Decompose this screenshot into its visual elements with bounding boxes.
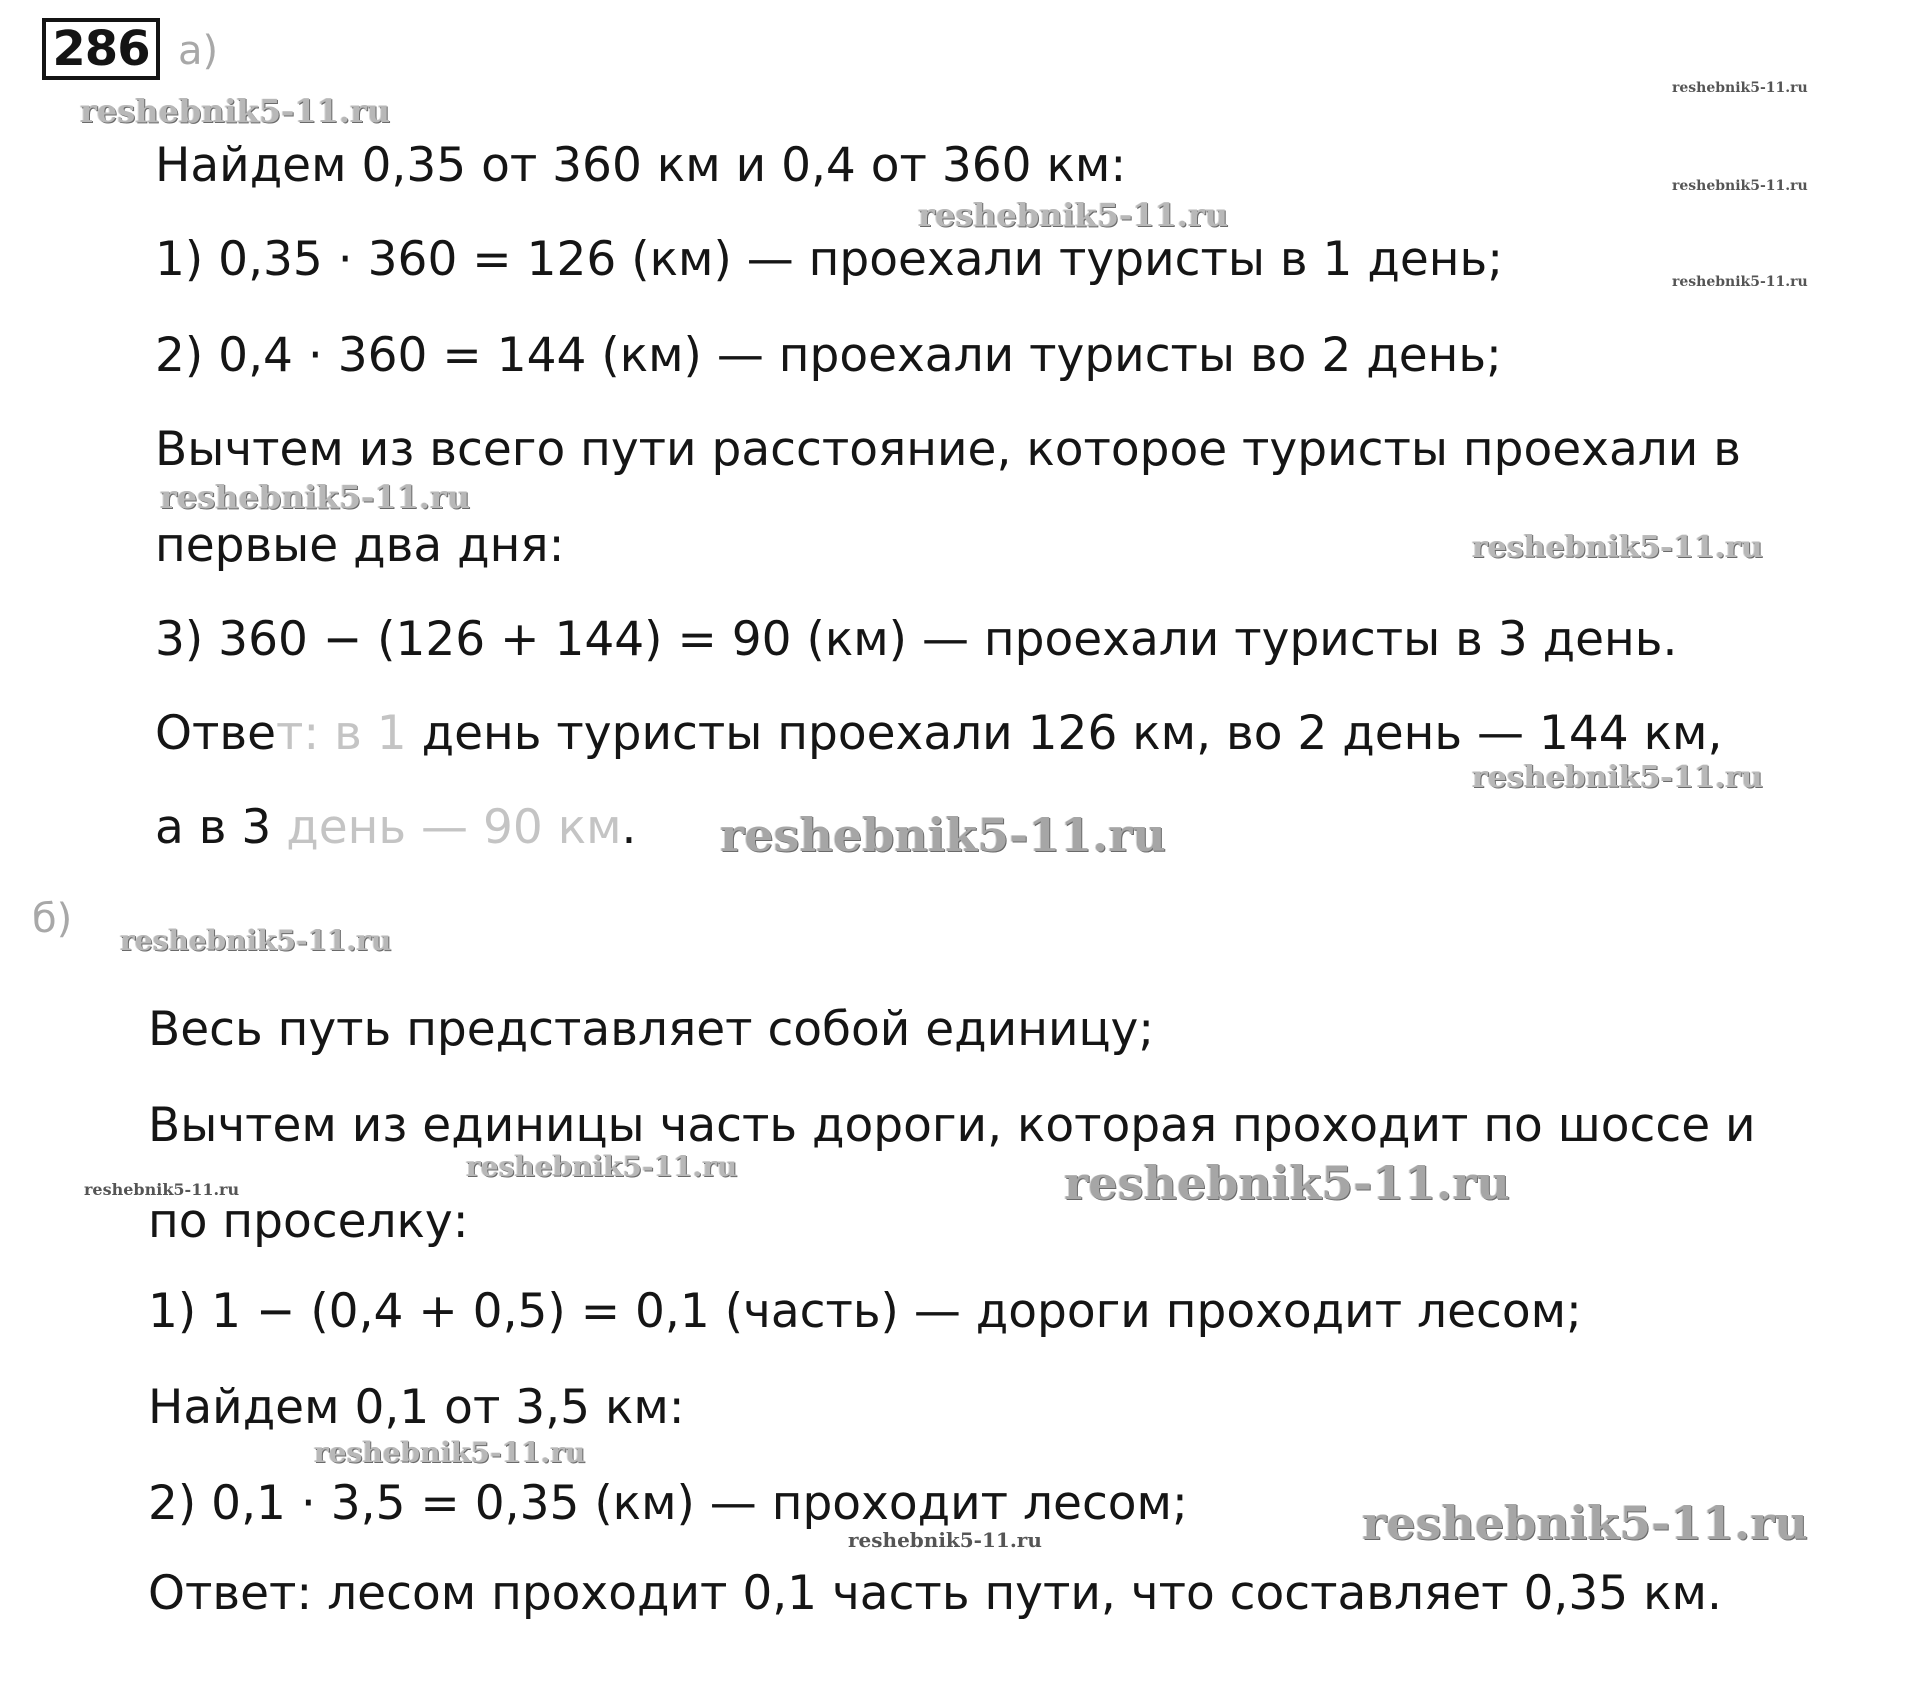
part-a-answer-line-2 bbox=[155, 800, 637, 856]
watermark: reshebnik5-11.ru bbox=[1064, 1156, 1510, 1210]
watermark: reshebnik5-11.ru bbox=[1362, 1496, 1808, 1550]
watermark: reshebnik5-11.ru bbox=[160, 478, 471, 516]
watermark: reshebnik5-11.ru bbox=[84, 1180, 240, 1199]
watermark: reshebnik5-11.ru bbox=[918, 196, 1229, 234]
part-a-line-1: Найдем 0,35 от 360 км и 0,4 от 360 км: bbox=[155, 138, 1127, 193]
answer-a2-faded: день — 90 км bbox=[286, 800, 622, 855]
problem-number-box: 286 bbox=[42, 18, 160, 80]
answer-a-faded: т: в 1 bbox=[276, 706, 407, 761]
part-b-line-5: Найдем 0,1 от 3,5 км: bbox=[148, 1380, 685, 1435]
part-a-line-5: первые два дня: bbox=[155, 518, 565, 573]
watermark: reshebnik5-11.ru bbox=[1472, 760, 1763, 795]
part-a-answer-line-1 bbox=[155, 706, 1722, 762]
part-a-line-4: Вычтем из всего пути расстояние, которое туристы проехали в bbox=[155, 422, 1741, 477]
answer-a2-end: . bbox=[621, 800, 637, 855]
answer-a-start: Отве bbox=[155, 706, 276, 761]
watermark: reshebnik5-11.ru bbox=[120, 924, 392, 957]
watermark: reshebnik5-11.ru bbox=[720, 808, 1166, 862]
watermark: reshebnik5-11.ru bbox=[80, 92, 391, 130]
part-a-line-6: 3) 360 − (126 + 144) = 90 (км) — проехали туристы в 3 день. bbox=[155, 612, 1678, 667]
answer-a-end: день туристы проехали 126 км, во 2 день — 144 км, bbox=[406, 706, 1723, 761]
watermark: reshebnik5-11.ru bbox=[848, 1528, 1042, 1552]
watermark: reshebnik5-11.ru bbox=[1472, 530, 1763, 565]
part-a-line-3: 2) 0,4 · 360 = 144 (км) — проехали туристы во 2 день; bbox=[155, 328, 1502, 383]
part-b-line-7: Ответ: лесом проходит 0,1 часть пути, что составляет 0,35 км. bbox=[148, 1566, 1722, 1621]
answer-a2-start: а в 3 bbox=[155, 800, 287, 855]
part-a-label: а) bbox=[178, 28, 219, 74]
part-b-line-6: 2) 0,1 · 3,5 = 0,35 (км) — проходит лесом; bbox=[148, 1476, 1188, 1531]
part-a-line-2: 1) 0,35 · 360 = 126 (км) — проехали туристы в 1 день; bbox=[155, 232, 1504, 287]
part-b-line-1: Весь путь представляет собой единицу; bbox=[148, 1002, 1155, 1057]
part-b-label: б) bbox=[32, 896, 73, 942]
watermark: reshebnik5-11.ru bbox=[1672, 80, 1808, 96]
watermark: reshebnik5-11.ru bbox=[1672, 274, 1808, 290]
part-b-line-2: Вычтем из единицы часть дороги, которая проходит по шоссе и bbox=[148, 1098, 1756, 1153]
part-b-line-4: 1) 1 − (0,4 + 0,5) = 0,1 (часть) — дороги проходит лесом; bbox=[148, 1284, 1582, 1339]
watermark: reshebnik5-11.ru bbox=[466, 1150, 738, 1183]
watermark: reshebnik5-11.ru bbox=[1672, 178, 1808, 194]
watermark: reshebnik5-11.ru bbox=[314, 1436, 586, 1469]
part-b-line-3: по проселку: bbox=[148, 1194, 469, 1249]
